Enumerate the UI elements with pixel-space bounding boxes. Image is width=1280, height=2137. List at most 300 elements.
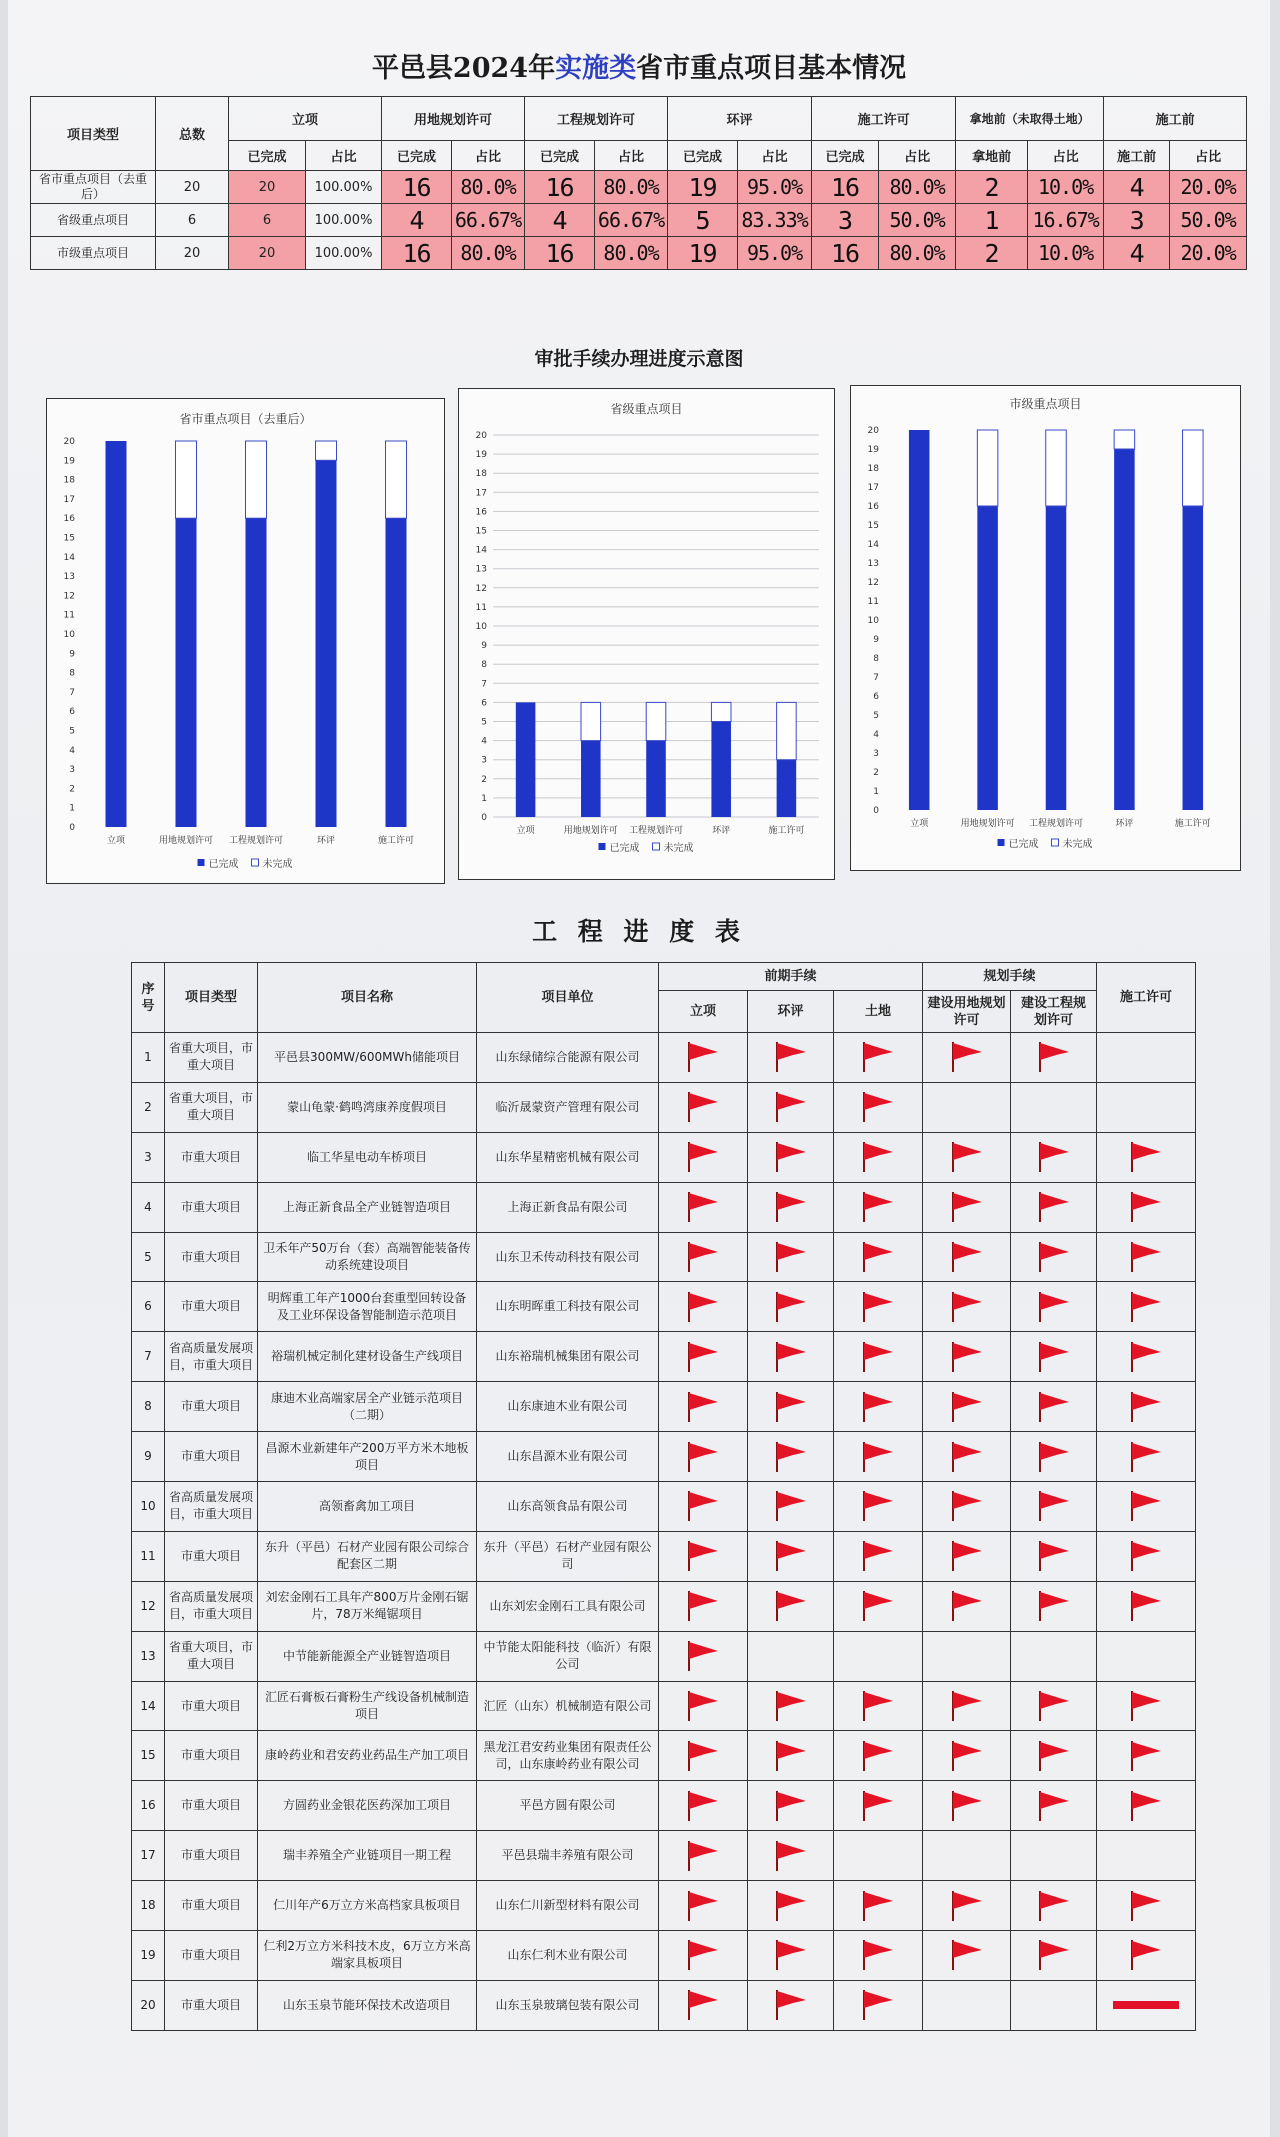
y-tick-label: 20 xyxy=(475,431,487,441)
progress-status-cell xyxy=(923,1482,1011,1532)
red-flag-icon xyxy=(1036,1898,1072,1912)
y-tick-label: 18 xyxy=(475,469,487,480)
bar-todo xyxy=(777,702,797,759)
red-flag-icon xyxy=(1128,1898,1164,1912)
y-tick-label: 18 xyxy=(63,475,75,486)
bar-done xyxy=(106,441,127,827)
progress-status-cell xyxy=(659,1482,748,1532)
progress-status-cell xyxy=(923,1831,1011,1881)
summary-row xyxy=(31,171,1247,204)
summary-cell: 3 xyxy=(812,204,879,237)
red-flag-icon xyxy=(1036,1349,1072,1363)
summary-subheader: 占比 xyxy=(306,141,382,171)
progress-row xyxy=(132,1082,1196,1132)
progress-row xyxy=(132,1482,1196,1532)
progress-row xyxy=(132,1382,1196,1432)
red-flag-icon xyxy=(773,1798,809,1812)
red-flag-icon xyxy=(773,1599,809,1613)
red-flag-icon xyxy=(949,1050,985,1064)
summary-cell: 16 xyxy=(525,237,595,270)
progress-cell-type: 省重大项目，市重大项目 xyxy=(165,1033,258,1083)
progress-status-cell xyxy=(923,1631,1011,1681)
progress-status-cell xyxy=(923,1132,1011,1182)
x-tick-label: 环评 xyxy=(316,836,336,846)
summary-subheader: 占比 xyxy=(595,141,668,171)
red-flag-icon xyxy=(685,1948,721,1962)
summary-cell: 50.0% xyxy=(879,204,956,237)
y-tick-label: 11 xyxy=(867,597,879,607)
progress-cell-type: 市重大项目 xyxy=(165,1781,258,1831)
y-tick-label: 10 xyxy=(867,616,879,626)
progress-status-cell xyxy=(659,1182,748,1232)
summary-cell: 20 xyxy=(229,237,306,270)
red-flag-icon xyxy=(685,1349,721,1363)
progress-status-cell xyxy=(748,1731,834,1781)
progress-status-cell xyxy=(834,1382,923,1432)
red-flag-icon xyxy=(949,1399,985,1413)
progress-cell-type: 市重大项目 xyxy=(165,1232,258,1282)
progress-status-cell xyxy=(1011,1731,1097,1781)
progress-status-cell xyxy=(748,1681,834,1731)
progress-cell-no: 14 xyxy=(132,1681,165,1731)
legend-label: 已完成 xyxy=(609,843,640,854)
progress-status-cell xyxy=(748,1132,834,1182)
progress-status-cell xyxy=(834,1282,923,1332)
progress-status-cell xyxy=(748,1232,834,1282)
progress-cell-no: 15 xyxy=(132,1731,165,1781)
red-flag-icon xyxy=(773,1998,809,2012)
progress-status-cell xyxy=(1011,1132,1097,1182)
y-tick-label: 9 xyxy=(69,649,75,660)
summary-cell: 100.00% xyxy=(306,204,382,237)
progress-cell-type: 市重大项目 xyxy=(165,1432,258,1482)
progress-row xyxy=(132,1931,1196,1981)
red-flag-icon xyxy=(685,1100,721,1114)
progress-cell-unit: 黑龙江君安药业集团有限责任公司，山东康岭药业有限公司 xyxy=(477,1731,659,1781)
red-flag-icon xyxy=(773,1898,809,1912)
progress-status-cell xyxy=(834,1781,923,1831)
progress-cell-unit: 临沂晟蒙资产管理有限公司 xyxy=(477,1082,659,1132)
legend-swatch-done xyxy=(998,839,1005,846)
bar-done xyxy=(909,430,930,810)
progress-cell-type: 省高质量发展项目，市重大项目 xyxy=(165,1332,258,1382)
y-tick-label: 20 xyxy=(867,426,879,436)
progress-status-cell xyxy=(1097,1931,1196,1981)
red-flag-icon xyxy=(685,1898,721,1912)
progress-header-approval: 立项 xyxy=(659,991,748,1033)
red-flag-icon xyxy=(860,1699,896,1713)
progress-status-cell xyxy=(1097,1182,1196,1232)
red-flag-icon xyxy=(949,1499,985,1513)
red-flag-icon xyxy=(1036,1449,1072,1463)
progress-header-unit: 项目单位 xyxy=(477,963,659,1033)
progress-status-cell xyxy=(923,1082,1011,1132)
progress-row xyxy=(132,1232,1196,1282)
progress-cell-type: 市重大项目 xyxy=(165,1282,258,1332)
progress-status-cell xyxy=(1097,1033,1196,1083)
progress-status-cell xyxy=(1011,1681,1097,1731)
summary-cell: 19 xyxy=(668,171,738,204)
summary-cell: 2 xyxy=(956,237,1028,270)
summary-cell: 19 xyxy=(668,237,738,270)
y-tick-label: 17 xyxy=(63,494,75,505)
progress-cell-no: 8 xyxy=(132,1382,165,1432)
bar-todo xyxy=(316,441,337,460)
red-flag-icon xyxy=(773,1549,809,1563)
bar-todo xyxy=(646,702,666,740)
y-tick-label: 8 xyxy=(873,654,879,664)
progress-status-cell xyxy=(659,1931,748,1981)
red-flag-icon xyxy=(860,1299,896,1313)
progress-row xyxy=(132,1432,1196,1482)
red-flag-icon xyxy=(1036,1399,1072,1413)
progress-cell-type: 市重大项目 xyxy=(165,1681,258,1731)
progress-status-cell xyxy=(1011,1931,1097,1981)
y-tick-label: 16 xyxy=(475,507,487,518)
title-pre: 平邑县2024年 xyxy=(371,53,556,84)
progress-status-cell xyxy=(659,1581,748,1631)
red-flag-icon xyxy=(773,1748,809,1762)
y-tick-label: 5 xyxy=(481,717,487,728)
y-tick-label: 4 xyxy=(481,736,487,747)
progress-status-cell xyxy=(923,1731,1011,1781)
red-flag-icon xyxy=(860,1100,896,1114)
legend-swatch-todo xyxy=(653,843,660,850)
red-flag-icon xyxy=(949,1699,985,1713)
red-flag-icon xyxy=(949,1200,985,1214)
red-flag-icon xyxy=(1128,1399,1164,1413)
red-flag-icon xyxy=(949,1299,985,1313)
y-tick-label: 6 xyxy=(873,692,879,702)
red-flag-icon xyxy=(773,1449,809,1463)
y-tick-label: 3 xyxy=(873,749,879,759)
progress-status-cell xyxy=(1097,1082,1196,1132)
chart-title: 省级重点项目 xyxy=(610,402,683,416)
red-flag-icon xyxy=(773,1299,809,1313)
y-tick-label: 3 xyxy=(481,755,487,766)
summary-cell: 20 xyxy=(229,171,306,204)
progress-cell-type: 市重大项目 xyxy=(165,1831,258,1881)
progress-cell-no: 11 xyxy=(132,1531,165,1581)
progress-status-cell xyxy=(1011,1182,1097,1232)
red-flag-icon xyxy=(685,1050,721,1064)
progress-status-cell xyxy=(1097,1681,1196,1731)
red-flag-icon xyxy=(773,1250,809,1264)
y-tick-label: 11 xyxy=(475,602,487,613)
progress-cell-no: 4 xyxy=(132,1182,165,1232)
legend-swatch-todo xyxy=(1052,839,1059,846)
progress-cell-unit: 平邑县瑞丰养殖有限公司 xyxy=(477,1831,659,1881)
y-tick-label: 20 xyxy=(63,437,75,447)
red-flag-icon xyxy=(1036,1250,1072,1264)
x-tick-label: 用地规划许可 xyxy=(158,836,214,846)
y-tick-label: 5 xyxy=(873,711,879,721)
progress-status-cell xyxy=(1011,1082,1097,1132)
red-flag-icon xyxy=(773,1499,809,1513)
progress-cell-unit: 山东华星精密机械有限公司 xyxy=(477,1132,659,1182)
progress-header-eng-plan: 建设工程规划许可 xyxy=(1011,991,1097,1033)
y-tick-label: 19 xyxy=(63,456,75,467)
progress-row xyxy=(132,1033,1196,1083)
progress-status-cell xyxy=(923,1931,1011,1981)
progress-cell-type: 市重大项目 xyxy=(165,1980,258,2030)
bar-done xyxy=(1114,449,1135,810)
progress-status-cell xyxy=(834,1132,923,1182)
red-flag-icon xyxy=(685,1798,721,1812)
summary-cell: 16 xyxy=(812,237,879,270)
progress-cell-unit: 山东昌源木业有限公司 xyxy=(477,1432,659,1482)
summary-cell: 100.00% xyxy=(306,237,382,270)
x-tick-label: 用地规划许可 xyxy=(960,819,1015,829)
summary-subheader: 已完成 xyxy=(668,141,738,171)
progress-row xyxy=(132,1781,1196,1831)
progress-status-cell xyxy=(748,1581,834,1631)
summary-cell: 16 xyxy=(525,171,595,204)
y-tick-label: 19 xyxy=(867,445,879,455)
progress-cell-type: 市重大项目 xyxy=(165,1182,258,1232)
progress-cell-no: 10 xyxy=(132,1482,165,1532)
progress-status-cell xyxy=(748,1781,834,1831)
progress-status-cell xyxy=(1011,1432,1097,1482)
y-tick-label: 6 xyxy=(481,698,487,709)
summary-subheader: 已完成 xyxy=(229,141,306,171)
red-flag-icon xyxy=(1128,1748,1164,1762)
summary-cell: 95.0% xyxy=(738,171,812,204)
red-flag-icon xyxy=(860,1599,896,1613)
red-flag-icon xyxy=(773,1150,809,1164)
progress-status-cell xyxy=(748,1831,834,1881)
red-flag-icon xyxy=(773,1699,809,1713)
summary-row-type: 市级重点项目 xyxy=(31,237,156,270)
progress-status-cell xyxy=(1011,1232,1097,1282)
progress-status-cell xyxy=(748,1182,834,1232)
progress-status-cell xyxy=(834,1082,923,1132)
summary-row xyxy=(31,237,1247,270)
progress-status-cell xyxy=(748,1082,834,1132)
progress-status-cell xyxy=(923,1581,1011,1631)
y-tick-label: 12 xyxy=(867,578,879,588)
red-flag-icon xyxy=(685,1150,721,1164)
progress-row xyxy=(132,1731,1196,1781)
progress-cell-name: 蒙山龟蒙·鹤鸣湾康养度假项目 xyxy=(258,1082,477,1132)
progress-cell-unit: 山东绿储综合能源有限公司 xyxy=(477,1033,659,1083)
bar-done xyxy=(1046,506,1067,810)
progress-status-cell xyxy=(659,1831,748,1881)
red-flag-icon xyxy=(949,1349,985,1363)
red-flag-icon xyxy=(1036,1699,1072,1713)
progress-status-cell xyxy=(834,1531,923,1581)
progress-cell-type: 市重大项目 xyxy=(165,1132,258,1182)
bar-todo xyxy=(386,441,407,518)
red-flag-icon xyxy=(1036,1549,1072,1563)
red-flag-icon xyxy=(685,1399,721,1413)
y-tick-label: 8 xyxy=(481,660,487,671)
progress-status-cell xyxy=(659,1082,748,1132)
progress-status-cell xyxy=(1097,1731,1196,1781)
y-tick-label: 10 xyxy=(475,622,487,632)
y-tick-label: 19 xyxy=(475,450,487,461)
progress-status-cell xyxy=(748,1332,834,1382)
red-flag-icon xyxy=(773,1200,809,1214)
x-tick-label: 施工许可 xyxy=(377,836,415,846)
red-flag-icon xyxy=(949,1449,985,1463)
bar-done xyxy=(711,722,731,818)
progress-cell-no: 2 xyxy=(132,1082,165,1132)
progress-status-cell xyxy=(1011,1531,1097,1581)
x-tick-label: 用地规划许可 xyxy=(563,826,618,836)
progress-status-cell xyxy=(659,1332,748,1382)
x-tick-label: 工程规划许可 xyxy=(628,826,684,836)
chart-combined-svg xyxy=(47,399,444,883)
red-flag-icon xyxy=(1128,1798,1164,1812)
y-tick-label: 8 xyxy=(69,668,75,679)
progress-status-cell xyxy=(1011,1033,1097,1083)
red-flag-icon xyxy=(1036,1150,1072,1164)
red-flag-icon xyxy=(949,1599,985,1613)
red-flag-icon xyxy=(949,1948,985,1962)
red-flag-icon xyxy=(1128,1699,1164,1713)
progress-status-cell xyxy=(659,1282,748,1332)
red-flag-icon xyxy=(1036,1599,1072,1613)
progress-header-land: 土地 xyxy=(834,991,923,1033)
progress-cell-unit: 山东明晖重工科技有限公司 xyxy=(477,1282,659,1332)
summary-header-eia: 环评 xyxy=(668,97,812,141)
progress-status-cell xyxy=(659,1432,748,1482)
progress-status-cell xyxy=(834,1831,923,1881)
poster-sheet xyxy=(8,0,1270,2137)
red-flag-icon xyxy=(860,1349,896,1363)
progress-status-cell xyxy=(1011,1631,1097,1681)
legend-swatch-done xyxy=(599,843,606,850)
progress-cell-unit: 山东裕瑞机械集团有限公司 xyxy=(477,1332,659,1382)
summary-row-type: 省级重点项目 xyxy=(31,204,156,237)
summary-cell: 3 xyxy=(1104,204,1170,237)
summary-row-total: 6 xyxy=(156,204,229,237)
red-flag-icon xyxy=(860,1798,896,1812)
red-flag-icon xyxy=(1036,1798,1072,1812)
red-flag-icon xyxy=(860,1998,896,2012)
x-tick-label: 施工许可 xyxy=(1174,819,1211,829)
progress-status-cell xyxy=(1097,1980,1196,2030)
progress-cell-type: 市重大项目 xyxy=(165,1931,258,1981)
progress-status-cell xyxy=(748,1531,834,1581)
summary-row-type: 省市重点项目（去重后） xyxy=(31,171,156,204)
summary-subheader: 占比 xyxy=(1170,141,1247,171)
progress-header-type: 项目类型 xyxy=(165,963,258,1033)
y-tick-label: 2 xyxy=(873,768,879,778)
red-flag-icon xyxy=(685,1449,721,1463)
progress-cell-unit: 汇匠（山东）机械制造有限公司 xyxy=(477,1681,659,1731)
progress-status-cell xyxy=(1011,1332,1097,1382)
red-flag-icon xyxy=(1128,1599,1164,1613)
y-tick-label: 12 xyxy=(475,583,487,594)
progress-status-cell xyxy=(748,1980,834,2030)
progress-cell-no: 5 xyxy=(132,1232,165,1282)
progress-row xyxy=(132,1980,1196,2030)
bar-done xyxy=(977,506,998,810)
y-tick-label: 7 xyxy=(481,679,487,690)
red-flag-icon xyxy=(1128,1150,1164,1164)
progress-cell-name: 康岭药业和君安药业药品生产加工项目 xyxy=(258,1731,477,1781)
progress-cell-type: 省高质量发展项目，市重大项目 xyxy=(165,1482,258,1532)
progress-cell-name: 昌源木业新建年产200万平方米木地板项目 xyxy=(258,1432,477,1482)
bar-todo xyxy=(977,430,998,506)
chart-provincial xyxy=(458,388,835,880)
progress-table xyxy=(131,962,1196,2031)
y-tick-label: 5 xyxy=(69,726,75,737)
progress-status-cell xyxy=(923,1881,1011,1931)
progress-status-cell xyxy=(1097,1282,1196,1332)
red-flag-icon xyxy=(773,1948,809,1962)
bar-done xyxy=(176,518,197,827)
y-tick-label: 9 xyxy=(873,635,879,645)
progress-status-cell xyxy=(923,1781,1011,1831)
progress-status-cell xyxy=(659,1980,748,2030)
progress-status-cell xyxy=(659,1731,748,1781)
page-title xyxy=(8,46,1270,85)
y-tick-label: 7 xyxy=(873,673,879,683)
red-flag-icon xyxy=(1128,1250,1164,1264)
progress-cell-name: 上海正新食品全产业链智造项目 xyxy=(258,1182,477,1232)
red-flag-icon xyxy=(1036,1748,1072,1762)
bar-done xyxy=(516,702,536,817)
summary-cell: 100.00% xyxy=(306,171,382,204)
red-flag-icon xyxy=(860,1200,896,1214)
y-tick-label: 0 xyxy=(873,806,879,816)
summary-subheader: 拿地前 xyxy=(956,141,1028,171)
progress-cell-type: 省重大项目，市重大项目 xyxy=(165,1631,258,1681)
progress-status-cell xyxy=(1097,1432,1196,1482)
progress-cell-name: 仁川年产6万立方米高档家具板项目 xyxy=(258,1881,477,1931)
y-tick-label: 4 xyxy=(873,730,879,740)
progress-cell-no: 6 xyxy=(132,1282,165,1332)
summary-cell: 2 xyxy=(956,171,1028,204)
legend-label: 已完成 xyxy=(1008,839,1039,850)
progress-cell-type: 市重大项目 xyxy=(165,1382,258,1432)
progress-status-cell xyxy=(923,1432,1011,1482)
progress-status-cell xyxy=(834,1482,923,1532)
y-tick-label: 17 xyxy=(867,483,879,493)
progress-header-name: 项目名称 xyxy=(258,963,477,1033)
progress-status-cell xyxy=(923,1531,1011,1581)
progress-row xyxy=(132,1132,1196,1182)
y-tick-label: 18 xyxy=(867,464,879,474)
progress-status-cell xyxy=(748,1382,834,1432)
progress-cell-name: 刘宏金刚石工具年产800万片金刚石锯片，78万米绳锯项目 xyxy=(258,1581,477,1631)
progress-status-cell xyxy=(1011,1881,1097,1931)
progress-cell-unit: 东升（平邑）石材产业园有限公司 xyxy=(477,1531,659,1581)
progress-row xyxy=(132,1831,1196,1881)
summary-subheader: 施工前 xyxy=(1104,141,1170,171)
progress-header-construction: 施工许可 xyxy=(1097,963,1196,1033)
bar-done xyxy=(777,760,797,817)
summary-cell: 16.67% xyxy=(1028,204,1104,237)
progress-cell-name: 方圆药业金银花医药深加工项目 xyxy=(258,1781,477,1831)
progress-status-cell xyxy=(1011,1282,1097,1332)
red-flag-icon xyxy=(860,1898,896,1912)
summary-header-eng-plan: 工程规划许可 xyxy=(525,97,668,141)
red-flag-icon xyxy=(773,1050,809,1064)
x-tick-label: 工程规划许可 xyxy=(228,836,284,846)
bar-done xyxy=(581,741,601,817)
progress-row xyxy=(132,1531,1196,1581)
red-flag-icon xyxy=(685,1499,721,1513)
progress-cell-type: 省重大项目，市重大项目 xyxy=(165,1082,258,1132)
summary-cell: 83.33% xyxy=(738,204,812,237)
y-tick-label: 16 xyxy=(867,502,879,512)
progress-status-cell xyxy=(659,1232,748,1282)
bar-done xyxy=(386,518,407,827)
